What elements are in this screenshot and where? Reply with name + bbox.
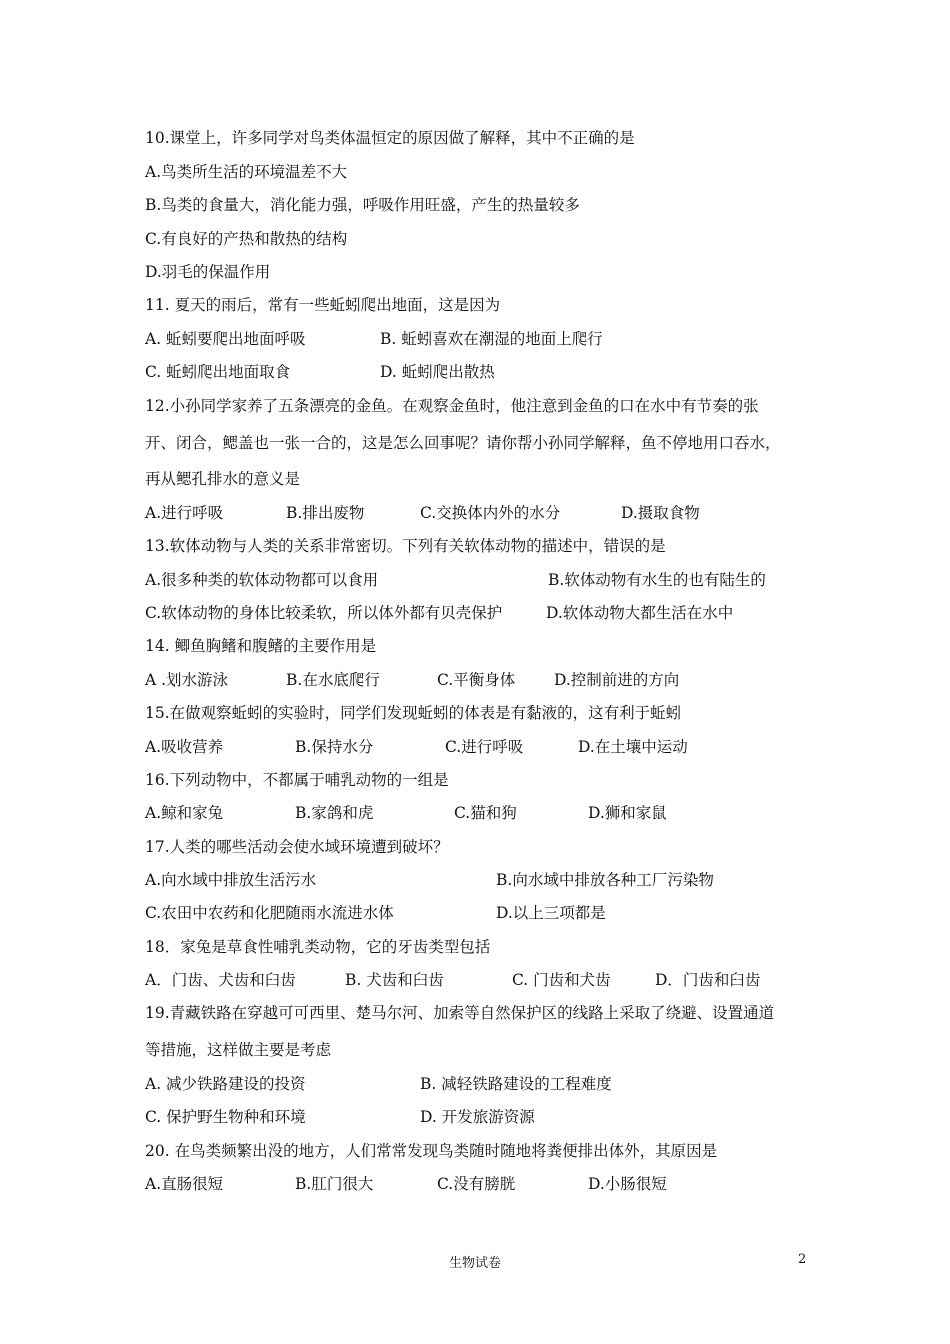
question-13-stem: 13.软体动物与人类的关系非常密切。下列有关软体动物的描述中，错误的是 — [145, 537, 666, 555]
question-17-option-c: C.农田中农药和化肥随雨水流进水体 — [145, 904, 394, 922]
question-16-stem: 16.下列动物中，不都属于哺乳动物的一组是 — [145, 771, 449, 789]
question-13-option-c: C.软体动物的身体比较柔软，所以体外都有贝壳保护 — [145, 604, 503, 622]
question-13-option-b: B.软体动物有水生的也有陆生的 — [548, 571, 766, 589]
question-15-stem: 15.在做观察蚯蚓的实验时，同学们发现蚯蚓的体表是有黏液的，这有利于蚯蚓 — [145, 704, 682, 722]
footer-title: 生物试卷 — [448, 1256, 501, 1271]
question-16-option-d: D.狮和家鼠 — [588, 804, 667, 822]
question-11-option-c: C. 蚯蚓爬出地面取食 — [145, 363, 291, 381]
question-10-option-c: C.有良好的产热和散热的结构 — [145, 230, 348, 248]
question-11-option-a: A. 蚯蚓要爬出地面呼吸 — [145, 330, 306, 348]
question-14-stem: 14. 鲫鱼胸鳍和腹鳍的主要作用是 — [145, 637, 377, 655]
question-20-stem: 20. 在鸟类频繁出没的地方，人们常常发现鸟类随时随地将粪便排出体外，其原因是 — [145, 1142, 718, 1160]
question-14-option-c: C.平衡身体 — [437, 671, 516, 689]
question-18-option-b: B. 犬齿和臼齿 — [345, 971, 444, 989]
question-17-option-a: A.向水域中排放生活污水 — [145, 871, 317, 889]
question-18-option-a: A．门齿、犬齿和臼齿 — [145, 971, 296, 989]
question-12-stem-line-3: 再从鳃孔排水的意义是 — [145, 470, 301, 488]
question-10-option-a: A.鸟类所生活的环境温差不大 — [145, 163, 348, 181]
question-17-option-d: D.以上三项都是 — [496, 904, 606, 922]
question-10-option-d: D.羽毛的保温作用 — [145, 263, 271, 281]
question-18-option-c: C. 门齿和犬齿 — [512, 971, 611, 989]
question-12-option-b: B.排出废物 — [286, 504, 365, 522]
question-13-option-d: D.软体动物大都生活在水中 — [546, 604, 734, 622]
question-16-option-b: B.家鸽和虎 — [295, 804, 374, 822]
page-number: 2 — [798, 1252, 807, 1267]
question-15-option-b: B.保持水分 — [295, 738, 374, 756]
question-12-stem-line-1: 12.小孙同学家养了五条漂亮的金鱼。在观察金鱼时，他注意到金鱼的口在水中有节奏的张 — [145, 397, 759, 415]
question-11-option-d: D. 蚯蚓爬出散热 — [380, 363, 495, 381]
question-19-option-d: D. 开发旅游资源 — [420, 1108, 535, 1126]
question-18-option-d: D．门齿和臼齿 — [655, 971, 761, 989]
question-19-option-a: A. 减少铁路建设的投资 — [145, 1075, 306, 1093]
question-13-option-a: A.很多种类的软体动物都可以食用 — [145, 571, 379, 589]
question-14-option-a: A .划水游泳 — [145, 671, 229, 689]
question-17-stem: 17.人类的哪些活动会使水域环境遭到破坏？ — [145, 838, 449, 856]
question-20-option-a: A.直肠很短 — [145, 1175, 224, 1193]
question-12-option-a: A.进行呼吸 — [145, 504, 224, 522]
question-19-stem-line-1: 19.青藏铁路在穿越可可西里、楚马尔河、加索等自然保护区的线路上采取了绕避、设置通道 — [145, 1004, 775, 1022]
question-19-option-c: C. 保护野生物种和环境 — [145, 1108, 306, 1126]
question-18-stem: 18．家兔是草食性哺乳类动物，它的牙齿类型包括 — [145, 938, 491, 956]
question-12-stem-line-2: 开、闭合，鳃盖也一张一合的，这是怎么回事呢？请你帮小孙同学解释，鱼不停地用口吞水， — [145, 434, 781, 452]
question-15-option-a: A.吸收营养 — [145, 738, 224, 756]
question-11-option-b: B. 蚯蚓喜欢在潮湿的地面上爬行 — [380, 330, 603, 348]
question-19-stem-line-2: 等措施，这样做主要是考虑 — [145, 1041, 332, 1059]
question-20-option-c: C.没有膀胱 — [437, 1175, 516, 1193]
question-11-stem: 11. 夏天的雨后，常有一些蚯蚓爬出地面，这是因为 — [145, 296, 501, 314]
question-14-option-b: B.在水底爬行 — [286, 671, 380, 689]
question-16-option-c: C.猫和狗 — [454, 804, 517, 822]
question-20-option-b: B.肛门很大 — [295, 1175, 374, 1193]
question-15-option-c: C.进行呼吸 — [445, 738, 524, 756]
question-12-option-c: C.交换体内外的水分 — [420, 504, 561, 522]
question-16-option-a: A.鲸和家兔 — [145, 804, 224, 822]
question-20-option-d: D.小肠很短 — [588, 1175, 667, 1193]
question-12-option-d: D.摄取食物 — [621, 504, 700, 522]
question-10-option-b: B.鸟类的食量大，消化能力强，呼吸作用旺盛，产生的热量较多 — [145, 196, 580, 214]
question-14-option-d: D.控制前进的方向 — [554, 671, 680, 689]
question-19-option-b: B. 减轻铁路建设的工程难度 — [420, 1075, 612, 1093]
question-10-stem: 10.课堂上，许多同学对鸟类体温恒定的原因做了解释，其中不正确的是 — [145, 129, 635, 147]
question-15-option-d: D.在土壤中运动 — [578, 738, 688, 756]
question-17-option-b: B.向水域中排放各种工厂污染物 — [496, 871, 714, 889]
